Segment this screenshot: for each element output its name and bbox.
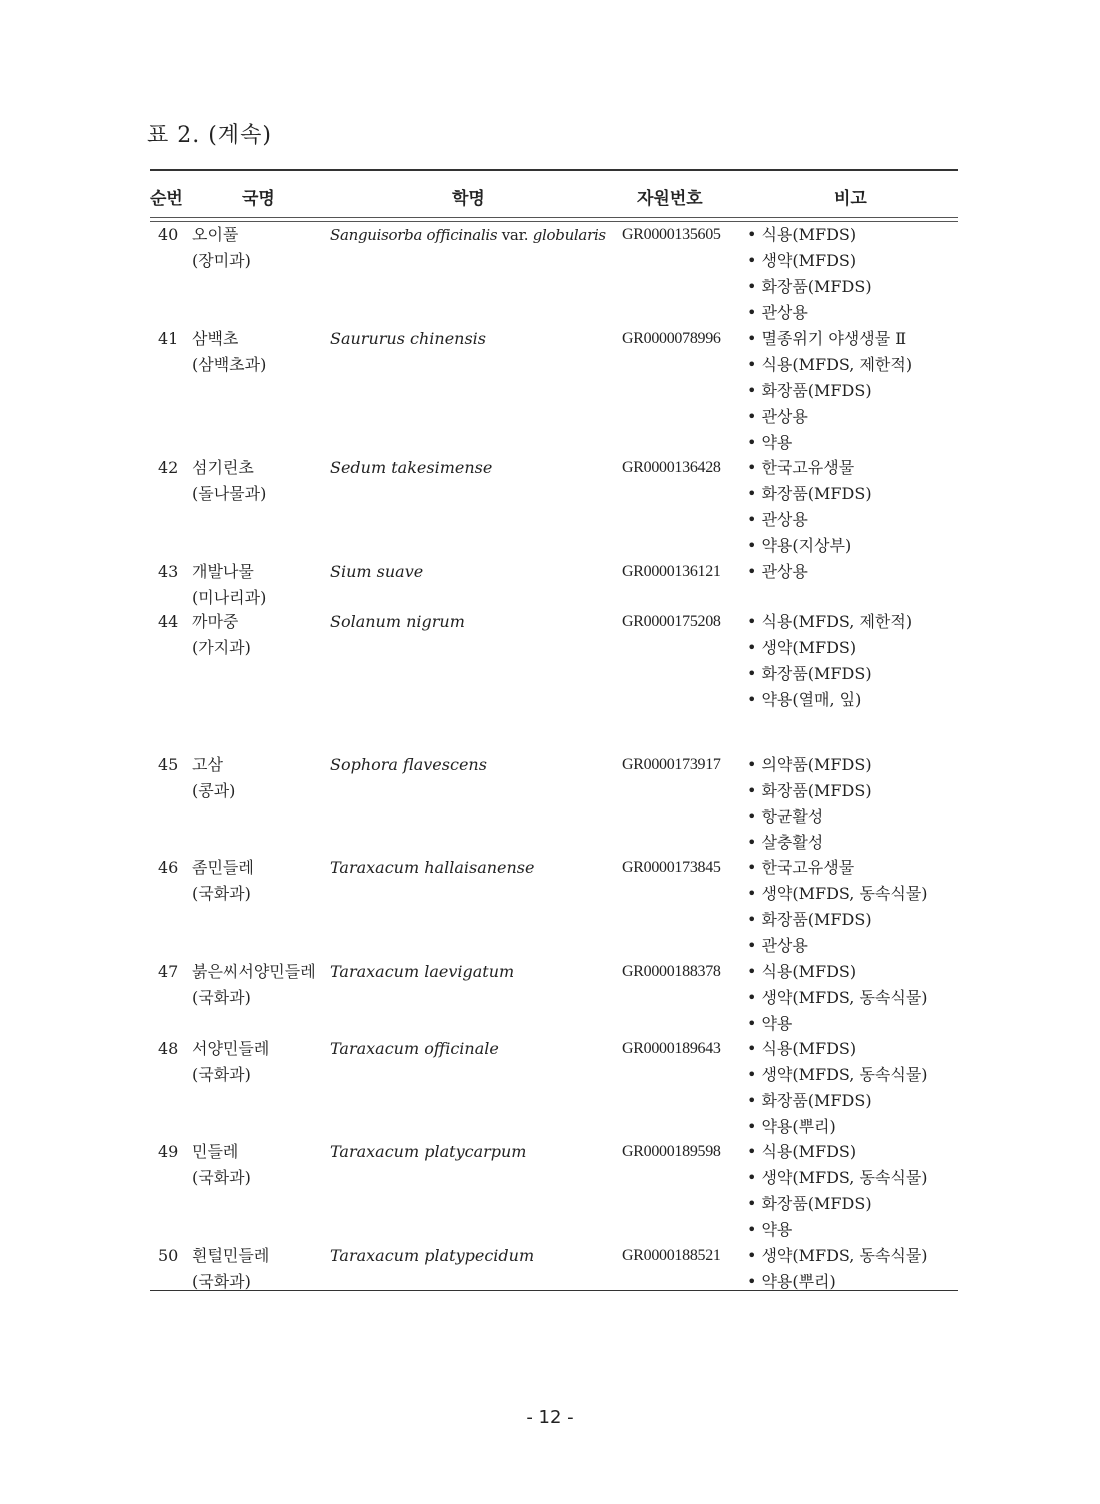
scientific-name-main: Taraxacum hallaisanense [330,858,535,877]
scientific-name-rank: var. [501,226,529,244]
korean-name-cell [192,222,332,274]
scientific-name-main: Sophora flavescens [330,755,487,774]
korean-name-cell [192,609,332,661]
notes-cell [747,752,962,856]
scientific-name-main: Sanguisorba officinalis [330,226,498,244]
family-name: (미나리과) [192,588,267,607]
scientific-name-main: Taraxacum platypecidum [330,1246,535,1265]
korean-name: 흰털민들레 [192,1246,270,1265]
korean-name: 고삼 [192,755,223,774]
note-item: • 화장품(MFDS) [747,481,962,507]
note-item: • 약용 [747,430,962,456]
korean-name: 민들레 [192,1142,239,1161]
note-item: • 멸종위기 야생생물 Ⅱ [747,326,962,352]
note-item: • 생약(MFDS, 동속식물) [747,1062,962,1088]
scientific-name [330,855,620,881]
row-number: 41 [158,329,179,348]
note-item: • 약용(뿌리) [747,1114,962,1140]
notes-cell [747,959,962,1037]
korean-name: 서양민들레 [192,1039,270,1058]
korean-name: 오이풀 [192,225,239,244]
scientific-name [330,1243,620,1269]
note-item: • 식용(MFDS, 제한적) [747,609,962,635]
row-number: 46 [158,858,179,877]
note-item: • 약용(뿌리) [747,1269,962,1295]
scientific-name [330,1139,620,1165]
resource-code: GR0000188378 [622,963,721,980]
korean-name-cell [192,559,332,611]
resource-code: GR0000189598 [622,1143,721,1160]
note-item: • 식용(MFDS) [747,1036,962,1062]
header-code: 자원번호 [637,189,703,209]
row-number: 42 [158,458,179,477]
notes-cell [747,326,962,456]
header-kname: 국명 [242,189,275,209]
table-row [150,855,958,959]
resource-code: GR0000175208 [622,613,721,630]
table-row [150,609,958,752]
note-item: • 화장품(MFDS) [747,378,962,404]
family-name: (국화과) [192,988,251,1007]
scientific-name-main: Taraxacum platycarpum [330,1142,527,1161]
notes-cell [747,455,962,559]
scientific-name [330,559,620,585]
table-body [150,222,958,1291]
note-item: • 한국고유생물 [747,855,962,881]
notes-cell [747,609,962,713]
table-row [150,1243,958,1295]
korean-name: 삼백초 [192,329,239,348]
scientific-name-main: Solanum nigrum [330,612,465,631]
family-name: (삼백초과) [192,355,267,374]
korean-name-cell [192,1036,332,1088]
note-item: • 화장품(MFDS) [747,778,962,804]
table-row [150,326,958,455]
note-item: • 화장품(MFDS) [747,1191,962,1217]
notes-cell [747,855,962,959]
note-item: • 약용(열매, 잎) [747,687,962,713]
family-name: (국화과) [192,1272,251,1291]
table-row [150,455,958,559]
notes-cell [747,559,962,585]
note-item: • 생약(MFDS) [747,635,962,661]
korean-name: 좀민들레 [192,858,254,877]
note-item: • 약용(지상부) [747,533,962,559]
korean-name-cell [192,855,332,907]
table-row [150,222,958,326]
note-item: • 생약(MFDS, 동속식물) [747,985,962,1011]
row-number: 43 [158,562,179,581]
scientific-name [330,222,620,248]
scientific-name-main: Saururus chinensis [330,329,487,348]
resource-code: GR0000173917 [622,756,721,773]
scientific-name [330,752,620,778]
row-number: 49 [158,1142,179,1161]
note-item: • 식용(MFDS, 제한적) [747,352,962,378]
species-table [150,169,958,1291]
note-item: • 화장품(MFDS) [747,274,962,300]
row-number: 47 [158,962,179,981]
scientific-name-main: Taraxacum laevigatum [330,962,515,981]
korean-name: 까마중 [192,612,239,631]
notes-cell [747,1036,962,1140]
note-item: • 화장품(MFDS) [747,1088,962,1114]
note-item: • 살충활성 [747,830,962,856]
row-number: 48 [158,1039,179,1058]
table-row [150,1139,958,1243]
korean-name: 섬기린초 [192,458,254,477]
note-item: • 생약(MFDS) [747,248,962,274]
resource-code: GR0000189643 [622,1040,721,1057]
family-name: (돌나물과) [192,484,267,503]
family-name: (장미과) [192,251,251,270]
table-bottom-rule [150,1290,958,1291]
family-name: (가지과) [192,638,251,657]
scientific-name-variety: globularis [532,226,606,244]
table-row [150,559,958,609]
page-number: - 12 - [526,1407,574,1428]
scientific-name-main: Sedum takesimense [330,458,493,477]
resource-code: GR0000173845 [622,859,721,876]
table-row [150,959,958,1036]
note-item: • 한국고유생물 [747,455,962,481]
note-item: • 생약(MFDS, 동속식물) [747,1243,962,1269]
scientific-name [330,1036,620,1062]
note-item: • 화장품(MFDS) [747,661,962,687]
note-item: • 생약(MFDS, 동속식물) [747,1165,962,1191]
note-item: • 약용 [747,1217,962,1243]
korean-name-cell [192,455,332,507]
korean-name: 붉은씨서양민들레 [192,962,316,981]
note-item: • 항균활성 [747,804,962,830]
family-name: (국화과) [192,1065,251,1084]
scientific-name [330,455,620,481]
note-item: • 생약(MFDS, 동속식물) [747,881,962,907]
notes-cell [747,1243,962,1295]
korean-name: 개발나물 [192,562,254,581]
family-name: (국화과) [192,1168,251,1187]
row-number: 45 [158,755,179,774]
resource-code: GR0000078996 [622,330,721,347]
table-row [150,1036,958,1139]
header-sci: 학명 [452,189,485,209]
korean-name-cell [192,326,332,378]
korean-name-cell [192,1243,332,1295]
note-item: • 관상용 [747,404,962,430]
table-caption: 표 2. (계속) [147,123,272,148]
resource-code: GR0000136428 [622,459,721,476]
note-item: • 관상용 [747,559,962,585]
note-item: • 관상용 [747,507,962,533]
table-row [150,752,958,855]
resource-code: GR0000188521 [622,1247,721,1264]
header-notes: 비고 [834,189,867,209]
resource-code: GR0000135605 [622,226,721,243]
resource-code: GR0000136121 [622,563,721,580]
family-name: (콩과) [192,781,236,800]
note-item: • 약용 [747,1011,962,1037]
notes-cell [747,1139,962,1243]
row-number: 44 [158,612,179,631]
note-item: • 식용(MFDS) [747,1139,962,1165]
table-header [150,171,958,217]
korean-name-cell [192,752,332,804]
note-item: • 의약품(MFDS) [747,752,962,778]
scientific-name [330,326,620,352]
scientific-name [330,609,620,635]
scientific-name-main: Taraxacum officinale [330,1039,499,1058]
note-item: • 관상용 [747,933,962,959]
notes-cell [747,222,962,326]
scientific-name [330,959,620,985]
korean-name-cell [192,1139,332,1191]
note-item: • 관상용 [747,300,962,326]
row-number: 40 [158,225,179,244]
note-item: • 식용(MFDS) [747,959,962,985]
row-number: 50 [158,1246,179,1265]
header-num: 순번 [150,189,183,209]
scientific-name-main: Sium suave [330,562,424,581]
family-name: (국화과) [192,884,251,903]
note-item: • 화장품(MFDS) [747,907,962,933]
note-item: • 식용(MFDS) [747,222,962,248]
korean-name-cell [192,959,332,1011]
